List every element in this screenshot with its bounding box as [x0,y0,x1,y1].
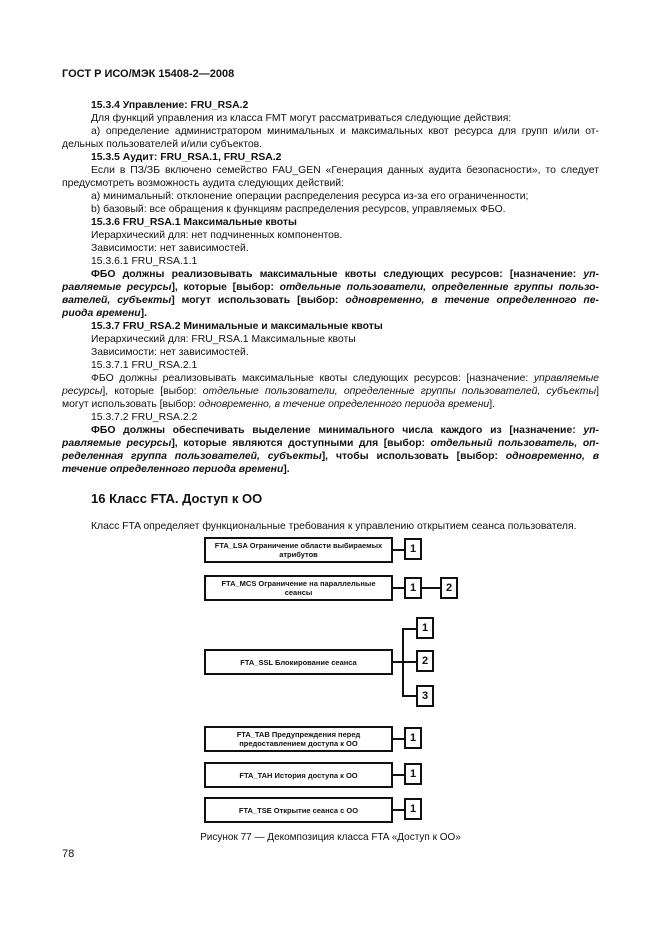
connector-line [402,628,416,630]
text-line: Иерархический для: FRU_RSA.1 Максимальные квоты [91,334,356,345]
section-intro: Класс FTA определяет функциональные требования к управлению открытием сеанса пользователя. [91,521,577,532]
family-box-fta-ssl: FTA_SSL Блокирование сеанса [204,649,393,675]
text-line: дельных пользователей и/или субъектов. [62,139,263,150]
requirement-text: риода времени]. [62,308,147,319]
element-id: 15.3.7.1 FRU_RSA.2.1 [91,360,198,371]
requirement-text: вателей, субъекты] могут использовать [выбор: одновременно, в течение определенного пе- [62,295,599,306]
text-line: а) минимальный: отклонение операции распределения ресурса из-за его ограниченности; [91,191,529,202]
requirement-text: равляемые ресурсы], которые являются доступными для [выбор: отдельный пользователь, оп- [62,438,599,449]
component-box: 3 [416,685,434,707]
connector-line [393,738,404,740]
connector-line [402,661,416,663]
text-line: Для функций управления из класса FMT могут рассматриваться следующие действия: [91,113,512,124]
requirement-text: ФБО должны реализовывать максимальные квоты следующих ресурсов: [назначение: уп- [91,269,599,280]
text-line: b) базовый: все обращения к функциям распределения ресурсов, управляемых ФБО. [91,204,506,215]
text-line: Если в ПЗ/ЗБ включено семейство FAU_GEN «Генерация данных аудита безопасности», то следует [91,165,599,176]
connector-line [393,774,404,776]
heading-15-3-5: 15.3.5 Аудит: FRU_RSA.1, FRU_RSA.2 [91,152,282,163]
component-box: 1 [404,727,422,749]
requirement-text: ределенная группа пользователей, субъекты], чтобы использовать [выбор: одновременно, в [62,451,599,462]
page-number: 78 [62,848,75,860]
component-box: 1 [416,617,434,639]
component-box: 1 [404,538,422,560]
text-line: предусмотреть возможность аудита следующих действий: [62,178,344,189]
figure-caption: Рисунок 77 — Декомпозиция класса FTA «Доступ к ОО» [200,832,461,843]
element-id: 15.3.6.1 FRU_RSA.1.1 [91,256,198,267]
family-box-fta-lsa: FTA_LSA Ограничение области выбираемых атрибутов [204,537,393,563]
text-line: Зависимости: нет зависимостей. [91,347,249,358]
requirement-text: ФБО должны реализовывать максимальные квоты следующих ресурсов: [назначение: управляемые [91,373,599,384]
document-header: ГОСТ Р ИСО/МЭК 15408-2—2008 [62,68,235,80]
connector-line [393,587,404,589]
requirement-text: равляемые ресурсы], которые [выбор: отдельные пользователи, определенные группы пользо- [62,282,599,293]
heading-15-3-7: 15.3.7 FRU_RSA.2 Минимальные и максимальные квоты [91,321,383,332]
connector-line [393,809,404,811]
connector-line [422,587,440,589]
element-id: 15.3.7.2 FRU_RSA.2.2 [91,412,198,423]
component-box: 2 [416,650,434,672]
text-line: Иерархический для: нет подчиненных компонентов. [91,230,343,241]
family-box-fta-tah: FTA_TAH История доступа к ОО [204,762,393,788]
component-box: 2 [440,577,458,599]
text-line: Зависимости: нет зависимостей. [91,243,249,254]
heading-15-3-6: 15.3.6 FRU_RSA.1 Максимальные квоты [91,217,297,228]
text-line: а) определение администратором минимальных и максимальных квот ресурса для групп и/или от- [91,126,599,137]
requirement-text: течение определенного периода времени]. [62,464,290,475]
heading-15-3-4: 15.3.4 Управление: FRU_RSA.2 [91,100,249,111]
requirement-text: могут использовать [выбор: одновременно, в течение определенного периода времени]. [62,399,495,410]
family-box-fta-tse: FTA_TSE Открытие сеанса с ОО [204,797,393,823]
component-box: 1 [404,798,422,820]
section-title: 16 Класс FTA. Доступ к ОО [91,491,263,506]
connector-line [402,695,416,697]
requirement-text: ресурсы], которые [выбор: отдельные пользователи, определенные группы пользователей, субъекты] [62,386,599,397]
component-box: 1 [404,763,422,785]
connector-line [393,549,404,551]
component-box: 1 [404,577,422,599]
family-box-fta-mcs: FTA_MCS Ограничение на параллельные сеансы [204,575,393,601]
requirement-text: ФБО должны обеспечивать выделение минимального числа каждого из [назначение: уп- [91,425,599,436]
family-box-fta-tab: FTA_TAB Предупреждения перед предоставлением доступа к ОО [204,726,393,752]
